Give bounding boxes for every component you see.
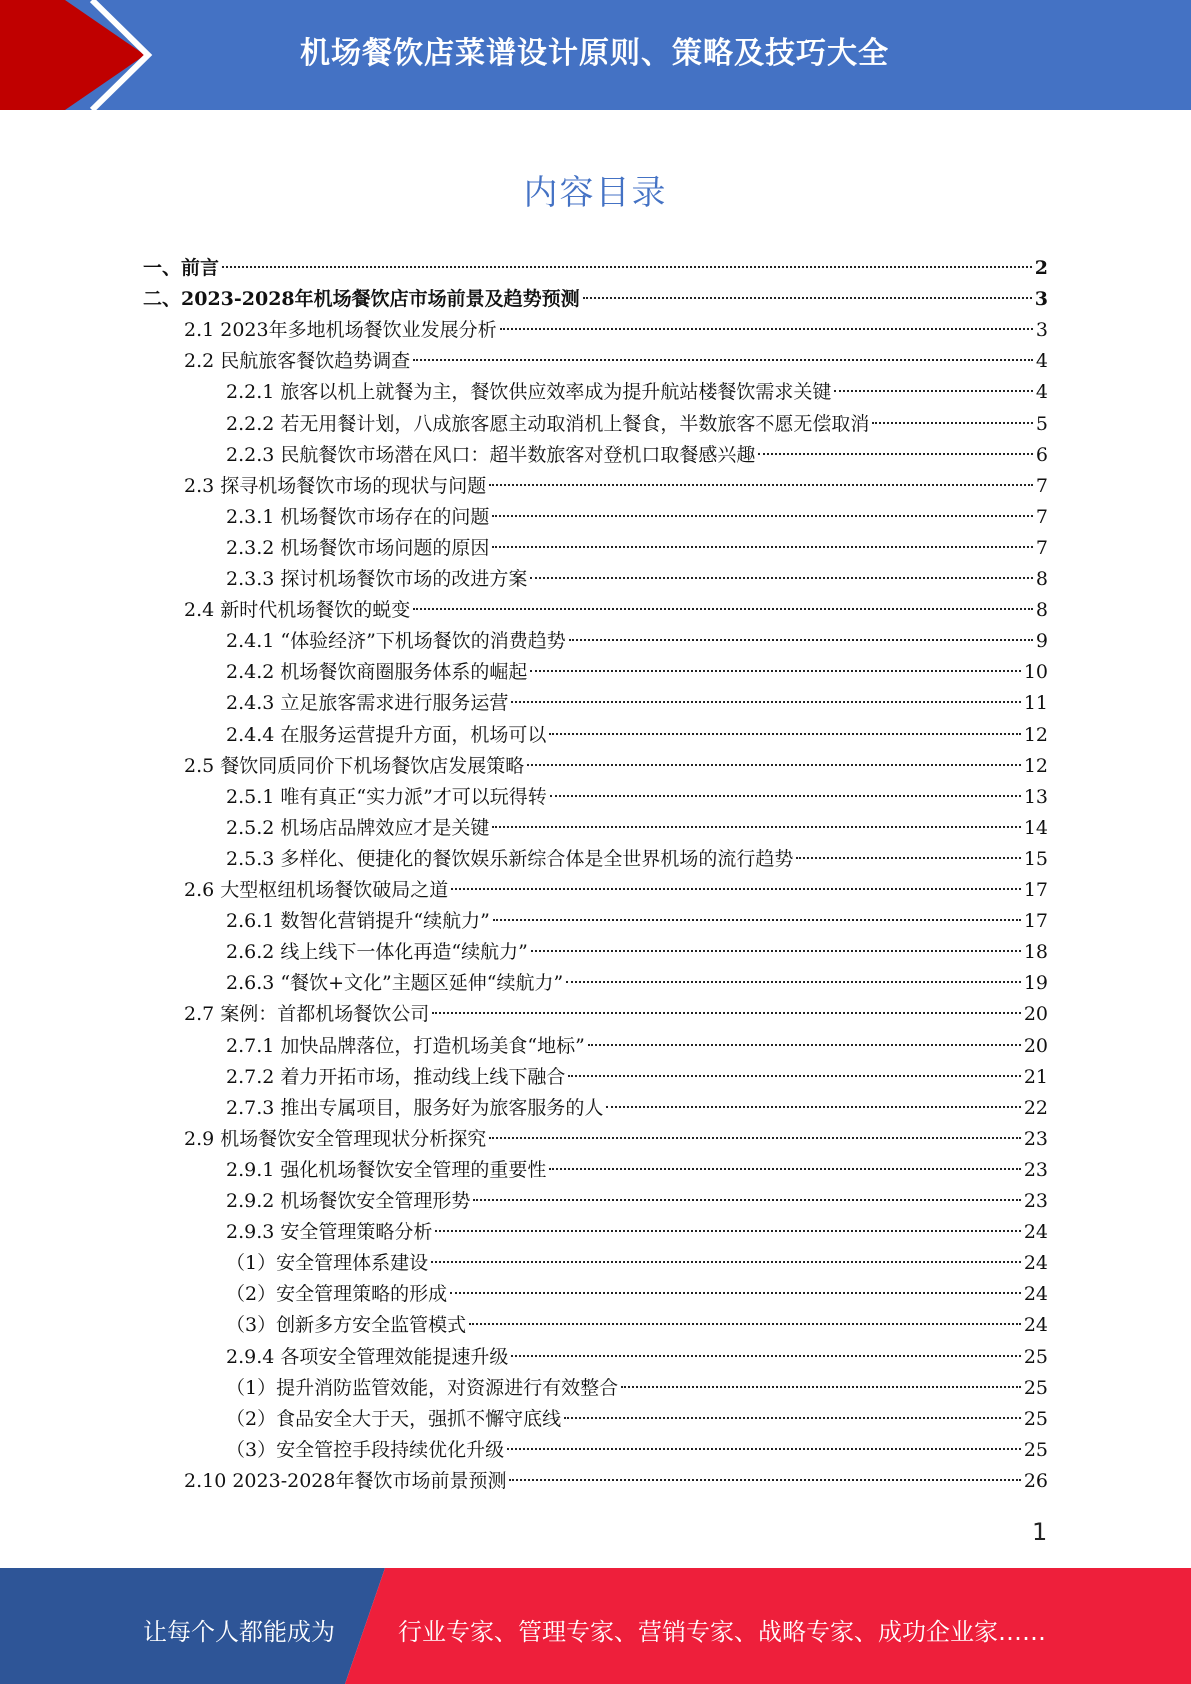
toc-entry-page: 25 [1023, 1346, 1048, 1368]
toc-entry[interactable] [184, 1466, 1048, 1497]
toc-dot-leader [569, 639, 1033, 641]
toc-dot-leader [566, 981, 1021, 983]
toc-entry-page: 25 [1023, 1377, 1048, 1399]
toc-dot-leader [530, 577, 1033, 579]
toc-dot-leader [492, 546, 1033, 548]
toc-entry[interactable] [226, 1342, 1048, 1373]
toc-entry[interactable] [226, 1435, 1048, 1466]
toc-entry-page: 14 [1023, 817, 1048, 839]
toc-entry-label: 2.7 案例：首都机场餐饮公司 [184, 1003, 430, 1025]
toc-entry-label: 2.7.2 着力开拓市场，推动线上线下融合 [226, 1066, 566, 1088]
toc-entry-label: 2.9.4 各项安全管理效能提速升级 [226, 1346, 509, 1368]
toc-dot-leader [492, 826, 1020, 828]
toc-entry[interactable] [226, 533, 1048, 564]
toc-entry[interactable] [226, 409, 1048, 440]
toc-entry[interactable] [226, 1373, 1048, 1404]
toc-entry-label: （3）创新多方安全监管模式 [226, 1314, 467, 1336]
toc-entry[interactable] [184, 875, 1048, 906]
toc-entry-page: 8 [1035, 568, 1048, 590]
toc-entry-page: 7 [1035, 506, 1048, 528]
toc-dot-leader [511, 1355, 1020, 1357]
toc-entry-page: 3 [1034, 288, 1048, 310]
toc-entry[interactable] [184, 595, 1048, 626]
toc-entry-label: 2.3.3 探讨机场餐饮市场的改进方案 [226, 568, 528, 590]
toc-entry-label: 2.9.3 安全管理策略分析 [226, 1221, 433, 1243]
toc-dot-leader [531, 950, 1021, 952]
toc-entry[interactable] [143, 253, 1048, 284]
toc-entry-page: 15 [1023, 848, 1048, 870]
toc-entry[interactable] [226, 1248, 1048, 1279]
toc-dot-leader [507, 1448, 1021, 1450]
toc-entry-page: 23 [1023, 1128, 1048, 1150]
toc-entry[interactable] [226, 1155, 1048, 1186]
toc-dot-leader [568, 1075, 1020, 1077]
toc-entry-page: 23 [1023, 1190, 1048, 1212]
toc-entry[interactable] [184, 999, 1048, 1030]
toc-dot-leader [511, 701, 1020, 703]
toc-dot-leader [431, 1261, 1021, 1263]
toc-dot-leader [500, 328, 1033, 330]
toc-dot-leader [588, 1044, 1021, 1046]
toc-entry-page: 7 [1035, 475, 1048, 497]
toc-entry-page: 13 [1023, 786, 1048, 808]
toc-dot-leader [413, 359, 1033, 361]
toc-entry-page: 24 [1023, 1283, 1048, 1305]
toc-entry[interactable] [226, 1279, 1048, 1310]
toc-entry[interactable] [184, 1124, 1048, 1155]
toc-dot-leader [451, 888, 1021, 890]
toc-entry[interactable] [226, 564, 1048, 595]
toc-entry-label: （3）安全管控手段持续优化升级 [226, 1439, 505, 1461]
toc-entry-label: 2.7.1 加快品牌落位，打造机场美食“地标” [226, 1035, 585, 1057]
toc-entry-label: 2.4 新时代机场餐饮的蜕变 [184, 599, 411, 621]
toc-entry[interactable] [226, 440, 1048, 471]
toc-entry-page: 6 [1035, 444, 1048, 466]
toc-dot-leader [550, 795, 1021, 797]
toc-entry[interactable] [226, 937, 1048, 968]
toc-entry[interactable] [226, 813, 1048, 844]
toc-dot-leader [527, 764, 1021, 766]
toc-dot-leader [489, 484, 1033, 486]
toc-dot-leader [583, 297, 1032, 299]
document-title: 机场餐饮店菜谱设计原则、策略及技巧大全 [300, 36, 889, 71]
toc-dot-leader [564, 1417, 1021, 1419]
toc-entry-page: 24 [1023, 1252, 1048, 1274]
toc-entry-page: 12 [1023, 755, 1048, 777]
toc-entry[interactable] [226, 844, 1048, 875]
toc-entry-page: 20 [1023, 1003, 1048, 1025]
toc-entry-label: 2.9.2 机场餐饮安全管理形势 [226, 1190, 471, 1212]
toc-entry[interactable] [143, 284, 1048, 315]
toc-entry-label: 一、前言 [143, 257, 220, 279]
toc-dot-leader [492, 515, 1033, 517]
toc-dot-leader [758, 453, 1033, 455]
toc-dot-leader [834, 390, 1033, 392]
toc-entry-label: 2.4.4 在服务运营提升方面，机场可以 [226, 724, 547, 746]
toc-dot-leader [549, 733, 1020, 735]
toc-dot-leader [606, 1106, 1020, 1108]
toc-entry[interactable] [184, 346, 1048, 377]
toc-entry-label: 2.4.3 立足旅客需求进行服务运营 [226, 692, 509, 714]
toc-entry[interactable] [226, 657, 1048, 688]
toc-entry-page: 5 [1035, 413, 1048, 435]
toc-entry[interactable] [226, 782, 1048, 813]
toc-entry-label: 2.7.3 推出专属项目，服务好为旅客服务的人 [226, 1097, 604, 1119]
toc-entry[interactable] [226, 1062, 1048, 1093]
toc-dot-leader [509, 1479, 1020, 1481]
toc-entry-label: （1）提升消防监管效能，对资源进行有效整合 [226, 1377, 619, 1399]
toc-entry[interactable] [226, 1404, 1048, 1435]
toc-dot-leader [489, 1137, 1021, 1139]
toc-entry-page: 24 [1023, 1314, 1048, 1336]
toc-entry-label: 2.2.2 若无用餐计划，八成旅客愿主动取消机上餐食，半数旅客不愿无偿取消 [226, 413, 870, 435]
toc-entry-label: 2.5.3 多样化、便捷化的餐饮娱乐新综合体是全世界机场的流行趋势 [226, 848, 794, 870]
toc-dot-leader [450, 1292, 1021, 1294]
toc-entry-page: 23 [1023, 1159, 1048, 1181]
toc-entry-label: 2.3.2 机场餐饮市场问题的原因 [226, 537, 490, 559]
toc-dot-leader [413, 608, 1033, 610]
toc-entry-label: 2.5.2 机场店品牌效应才是关键 [226, 817, 490, 839]
toc-dot-leader [530, 670, 1020, 672]
toc-entry-label: 2.3 探寻机场餐饮市场的现状与问题 [184, 475, 487, 497]
toc-entry-page: 25 [1023, 1439, 1048, 1461]
toc-entry-page: 20 [1023, 1035, 1048, 1057]
toc-dot-leader [473, 1199, 1020, 1201]
toc-entry-page: 12 [1023, 724, 1048, 746]
toc-entry[interactable] [226, 688, 1048, 719]
toc-entry[interactable] [226, 626, 1048, 657]
toc-entry-label: 2.2.1 旅客以机上就餐为主，餐饮供应效率成为提升航站楼餐饮需求关键 [226, 381, 832, 403]
toc-entry-page: 4 [1035, 381, 1048, 403]
toc-entry-label: 2.6.3 “餐饮+文化”主题区延伸“续航力” [226, 972, 564, 994]
toc-dot-leader [493, 919, 1021, 921]
toc-entry[interactable] [226, 1031, 1048, 1062]
toc-entry-label: （2）安全管理策略的形成 [226, 1283, 448, 1305]
toc-dot-leader [435, 1230, 1020, 1232]
toc-entry-page: 18 [1023, 941, 1048, 963]
toc-entry[interactable] [184, 315, 1048, 346]
toc-entry[interactable] [184, 751, 1048, 782]
toc-entry-label: （2）食品安全大于天，强抓不懈守底线 [226, 1408, 562, 1430]
toc-entry-label: 2.6.1 数智化营销提升“续航力” [226, 910, 490, 932]
toc-entry[interactable] [226, 906, 1048, 937]
toc-entry-label: 2.3.1 机场餐饮市场存在的问题 [226, 506, 490, 528]
toc-entry-label: 2.9 机场餐饮安全管理现状分析探究 [184, 1128, 487, 1150]
toc-entry-page: 19 [1023, 972, 1048, 994]
toc-entry-page: 3 [1035, 319, 1048, 341]
toc-entry[interactable] [226, 502, 1048, 533]
toc-dot-leader [796, 857, 1020, 859]
toc-dot-leader [222, 266, 1032, 268]
toc-dot-leader [469, 1323, 1021, 1325]
toc-entry-label: 2.2 民航旅客餐饮趋势调查 [184, 350, 411, 372]
toc-entry-label: （1）安全管理体系建设 [226, 1252, 429, 1274]
toc-entry-page: 24 [1023, 1221, 1048, 1243]
toc-entry-page: 10 [1023, 661, 1048, 683]
toc-dot-leader [621, 1386, 1021, 1388]
toc-entry-page: 7 [1035, 537, 1048, 559]
toc-entry-label: 2.4.1 “体验经济”下机场餐饮的消费趋势 [226, 630, 566, 652]
toc-entry-page: 26 [1023, 1470, 1048, 1492]
toc-entry-label: 2.2.3 民航餐饮市场潜在风口：超半数旅客对登机口取餐感兴趣 [226, 444, 756, 466]
toc-entry-label: 2.5.1 唯有真正“实力派”才可以玩得转 [226, 786, 547, 808]
page-header [0, 0, 1191, 110]
toc-entry[interactable] [226, 1310, 1048, 1341]
page-number: 1 [1032, 1518, 1048, 1546]
page-footer [0, 1568, 1191, 1684]
toc-entry-page: 9 [1035, 630, 1048, 652]
toc-entry[interactable] [226, 377, 1048, 408]
toc-entry-label: 2.6.2 线上线下一体化再造“续航力” [226, 941, 528, 963]
toc-heading: 内容目录 [523, 173, 668, 213]
toc-entry[interactable] [184, 471, 1048, 502]
toc-entry[interactable] [226, 1186, 1048, 1217]
toc-entry-page: 11 [1023, 692, 1048, 714]
toc-entry-page: 22 [1023, 1097, 1048, 1119]
toc-dot-leader [432, 1012, 1021, 1014]
toc-entry-page: 21 [1023, 1066, 1048, 1088]
toc-dot-leader [549, 1168, 1020, 1170]
toc-entry-page: 8 [1035, 599, 1048, 621]
toc-entry-label: 二、2023-2028年机场餐饮店市场前景及趋势预测 [143, 288, 580, 310]
toc-entry[interactable] [226, 720, 1048, 751]
toc-entry-label: 2.1 2023年多地机场餐饮业发展分析 [184, 319, 497, 341]
toc-entry-label: 2.10 2023-2028年餐饮市场前景预测 [184, 1470, 507, 1492]
toc-entry-label: 2.6 大型枢纽机场餐饮破局之道 [184, 879, 449, 901]
footer-slogan-left: 让每个人都能成为 [143, 1618, 335, 1646]
toc-entry[interactable] [226, 968, 1048, 999]
toc-entry-label: 2.4.2 机场餐饮商圈服务体系的崛起 [226, 661, 528, 683]
toc-dot-leader [872, 422, 1033, 424]
toc-entry-page: 25 [1023, 1408, 1048, 1430]
toc-entry-page: 2 [1034, 257, 1048, 279]
toc-entry[interactable] [226, 1093, 1048, 1124]
footer-slogan-right: 行业专家、管理专家、营销专家、战略专家、成功企业家…… [398, 1618, 1046, 1646]
toc-entry-page: 17 [1023, 910, 1048, 932]
toc-entry[interactable] [226, 1217, 1048, 1248]
toc-entry-label: 2.9.1 强化机场餐饮安全管理的重要性 [226, 1159, 547, 1181]
toc-entry-page: 4 [1035, 350, 1048, 372]
toc-entry-page: 17 [1023, 879, 1048, 901]
toc-entry-label: 2.5 餐饮同质同价下机场餐饮店发展策略 [184, 755, 525, 777]
